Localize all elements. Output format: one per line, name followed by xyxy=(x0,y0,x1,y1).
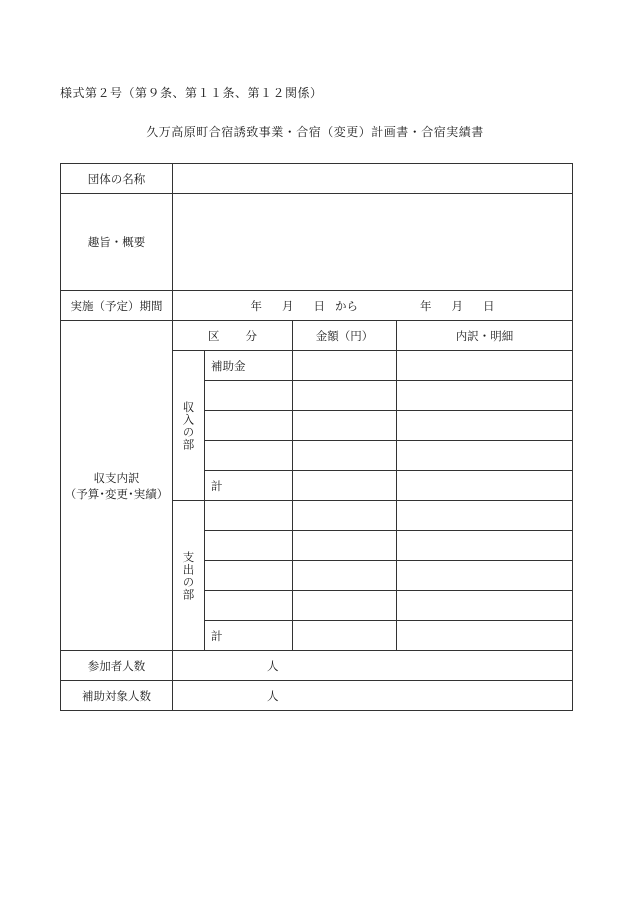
period-end-month-unit: 月 xyxy=(451,298,463,313)
participants-row xyxy=(61,651,573,681)
subsidy-count-row xyxy=(61,681,573,711)
expense-total-detail-cell[interactable] xyxy=(397,621,573,651)
document-title: 久万高原町合宿誘致事業・合宿（変更）計画書・合宿実績書 xyxy=(146,125,484,139)
org-name-field[interactable] xyxy=(173,164,573,194)
income-item-cell[interactable] xyxy=(205,441,293,471)
period-label: 実施（予定）期間 xyxy=(61,291,173,321)
expense-amount-cell[interactable] xyxy=(293,501,397,531)
income-detail-cell[interactable] xyxy=(397,351,573,381)
org-name-label: 団体の名称 xyxy=(61,164,173,194)
budget-header-row xyxy=(61,321,573,351)
expense-item-cell[interactable] xyxy=(205,501,293,531)
income-item-cell[interactable] xyxy=(205,411,293,441)
expense-total-label: 計 xyxy=(205,621,293,651)
participants-field[interactable] xyxy=(173,651,573,681)
income-detail-cell[interactable] xyxy=(397,441,573,471)
form-number-note: 様式第２号（第９条、第１１条、第１２関係） xyxy=(60,86,323,100)
application-form-table xyxy=(60,163,573,711)
period-from-text: から xyxy=(335,298,358,313)
category-header-a: 区 xyxy=(208,328,220,343)
budget-label-line2: （予算･変更･実績） xyxy=(64,486,169,501)
income-item-subsidy[interactable]: 補助金 xyxy=(205,351,293,381)
expense-amount-cell[interactable] xyxy=(293,531,397,561)
expense-item-cell[interactable] xyxy=(205,531,293,561)
income-amount-cell[interactable] xyxy=(293,351,397,381)
period-end-day-unit: 日 xyxy=(483,298,495,313)
income-section-label xyxy=(173,351,205,501)
income-amount-cell[interactable] xyxy=(293,381,397,411)
period-row xyxy=(61,291,573,321)
detail-header: 内訳・明細 xyxy=(397,321,573,351)
income-total-detail-cell[interactable] xyxy=(397,471,573,501)
participants-unit: 人 xyxy=(267,658,279,673)
expense-item-cell[interactable] xyxy=(205,591,293,621)
expense-detail-cell[interactable] xyxy=(397,591,573,621)
period-end-year-unit: 年 xyxy=(420,298,432,313)
expense-detail-cell[interactable] xyxy=(397,501,573,531)
period-start-year-unit: 年 xyxy=(250,298,262,313)
subsidy-count-label: 補助対象人数 xyxy=(61,681,173,711)
subsidy-count-field[interactable] xyxy=(173,681,573,711)
income-section-text: 収入の部 xyxy=(181,400,196,451)
expense-detail-cell[interactable] xyxy=(397,561,573,591)
purpose-field[interactable] xyxy=(173,194,573,291)
participants-label: 参加者人数 xyxy=(61,651,173,681)
income-amount-cell[interactable] xyxy=(293,411,397,441)
income-total-amount-cell[interactable] xyxy=(293,471,397,501)
amount-header: 金額（円） xyxy=(293,321,397,351)
income-detail-cell[interactable] xyxy=(397,381,573,411)
expense-section-text: 支出の部 xyxy=(181,550,196,601)
income-item-cell[interactable] xyxy=(205,381,293,411)
period-start-day-unit: 日 xyxy=(313,298,325,313)
income-total-label: 計 xyxy=(205,471,293,501)
expense-amount-cell[interactable] xyxy=(293,591,397,621)
expense-section-label xyxy=(173,501,205,651)
budget-label xyxy=(61,321,173,651)
expense-total-amount-cell[interactable] xyxy=(293,621,397,651)
purpose-row xyxy=(61,194,573,291)
org-name-row xyxy=(61,164,573,194)
category-header xyxy=(173,321,293,351)
period-field[interactable] xyxy=(173,291,573,321)
period-start-month-unit: 月 xyxy=(282,298,294,313)
expense-detail-cell[interactable] xyxy=(397,531,573,561)
income-amount-cell[interactable] xyxy=(293,441,397,471)
expense-item-cell[interactable] xyxy=(205,561,293,591)
budget-label-line1: 収支内訳 xyxy=(93,470,140,485)
category-header-b: 分 xyxy=(245,328,257,343)
subsidy-count-unit: 人 xyxy=(267,688,279,703)
expense-amount-cell[interactable] xyxy=(293,561,397,591)
income-detail-cell[interactable] xyxy=(397,411,573,441)
purpose-label: 趣旨・概要 xyxy=(61,194,173,291)
